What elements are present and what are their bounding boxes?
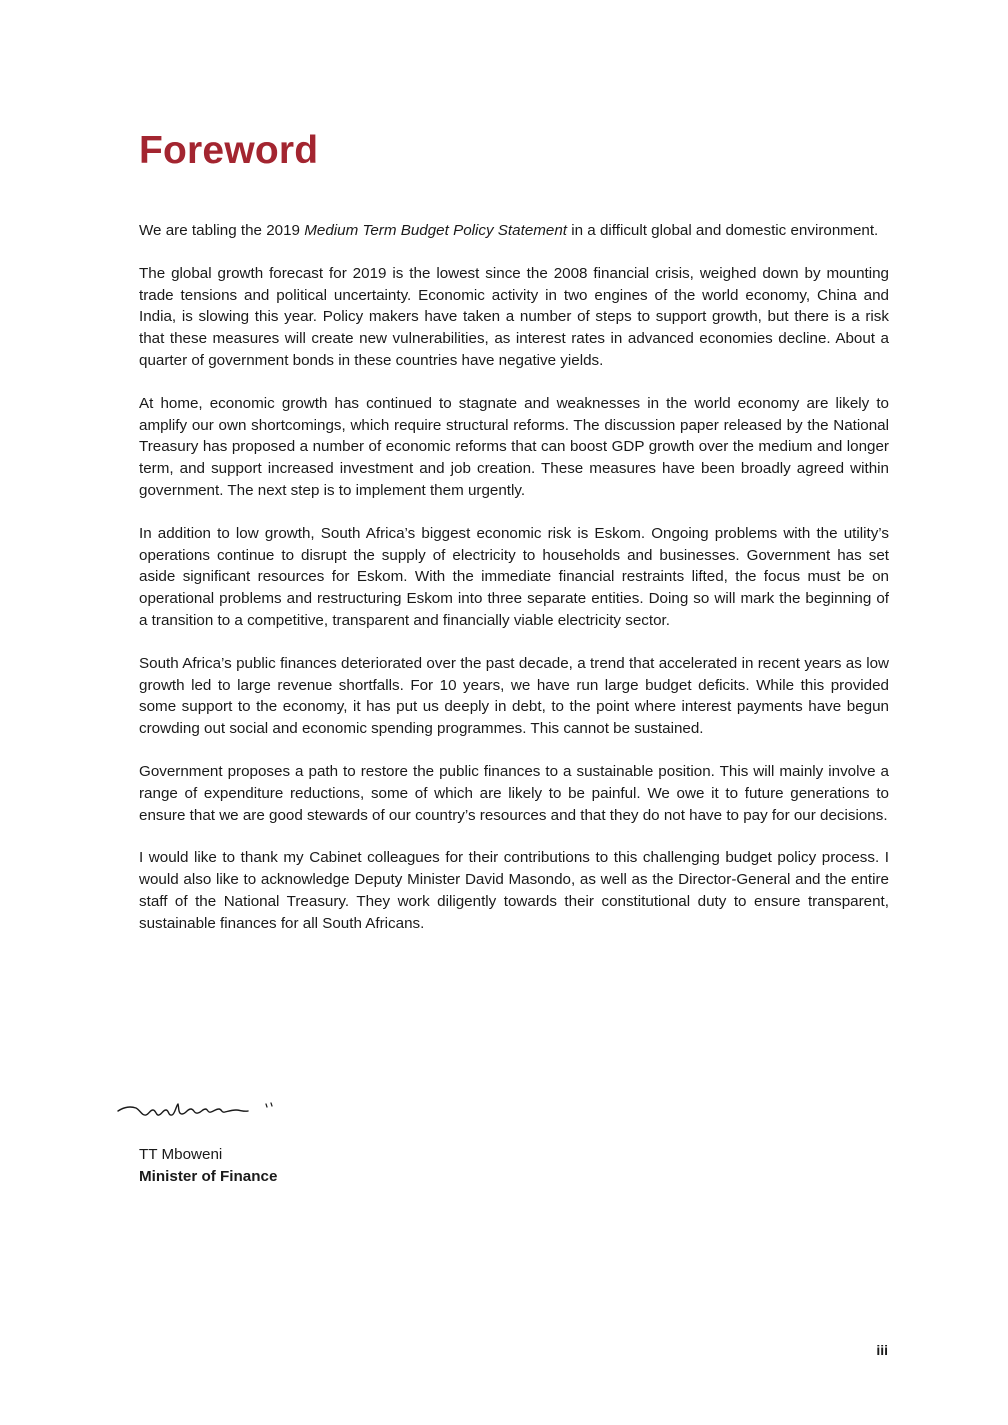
page-number: iii xyxy=(876,1342,888,1358)
foreword-body xyxy=(139,220,889,956)
paragraph-1-after: in a difficult global and domestic environment. xyxy=(567,222,879,239)
paragraph-6: Government proposes a path to restore the public finances to a sustainable position. This will mainly involve a range of expenditure reductions, some of which are likely to be painful. We owe it to future generations to ensure that we are good stewards of our country’s resources and that they do not have to pay for our decisions. xyxy=(139,762,889,824)
paragraph-4: In addition to low growth, South Africa’s biggest economic risk is Eskom. Ongoing problems with the utility’s operations continue to disrupt the supply of electricity to households and businesses. Government has set aside significant resources for Eskom. With the immediate financial restraints lifted, the focus must be on operational problems and restructuring Eskom into three separate entities. Doing so will mark the beginning of a transition to a competitive, transparent and financially viable electricity sector. xyxy=(139,524,889,629)
paragraph-5: South Africa’s public finances deteriorated over the past decade, a trend that accelerated in recent years as low growth led to large revenue shortfalls. For 10 years, we have run large budget deficits. While this provided some support to the economy, it has put us deeply in debt, to the point where interest payments have begun crowding out social and economic spending programmes. This cannot be sustained. xyxy=(139,654,889,738)
page-title: Foreword xyxy=(139,129,319,172)
paragraph-7: I would like to thank my Cabinet colleagues for their contributions to this challenging budget policy process. I would also like to acknowledge Deputy Minister David Masondo, as well as the Director-General and the entire staff of the National Treasury. They work diligently towards their constitutional duty to ensure transparent, sustainable finances for all South Africans. xyxy=(139,849,889,932)
paragraph-1 xyxy=(139,220,889,242)
paragraph-2: The global growth forecast for 2019 is the lowest since the 2008 financial crisis, weighed down by mounting trade tensions and political uncertainty. Economic activity in two engines of the world economy, China and India, is slowing this year. Policy makers have taken a number of steps to support growth, but there is a risk that these measures will create new vulnerabilities, as interest rates in advanced economies decline. About a quarter of government bonds in these countries have negative yields. xyxy=(139,264,889,369)
signatory-role: Minister of Finance xyxy=(139,1168,278,1185)
handwritten-signature xyxy=(116,1098,286,1128)
document-title-reference: Medium Term Budget Policy Statement xyxy=(304,222,568,239)
signatory-name: TT Mboweni xyxy=(139,1146,223,1163)
paragraph-3: At home, economic growth has continued to stagnate and weaknesses in the world economy are likely to amplify our own shortcomings, which require structural reforms. The discussion paper released by the National Treasury has proposed a number of economic reforms that can boost GDP growth over the medium and longer term, and support increased investment and job creation. These measures have been broadly agreed within government. The next step is to implement them urgently. xyxy=(139,394,889,499)
paragraph-1-before: We are tabling the 2019 xyxy=(139,222,305,239)
